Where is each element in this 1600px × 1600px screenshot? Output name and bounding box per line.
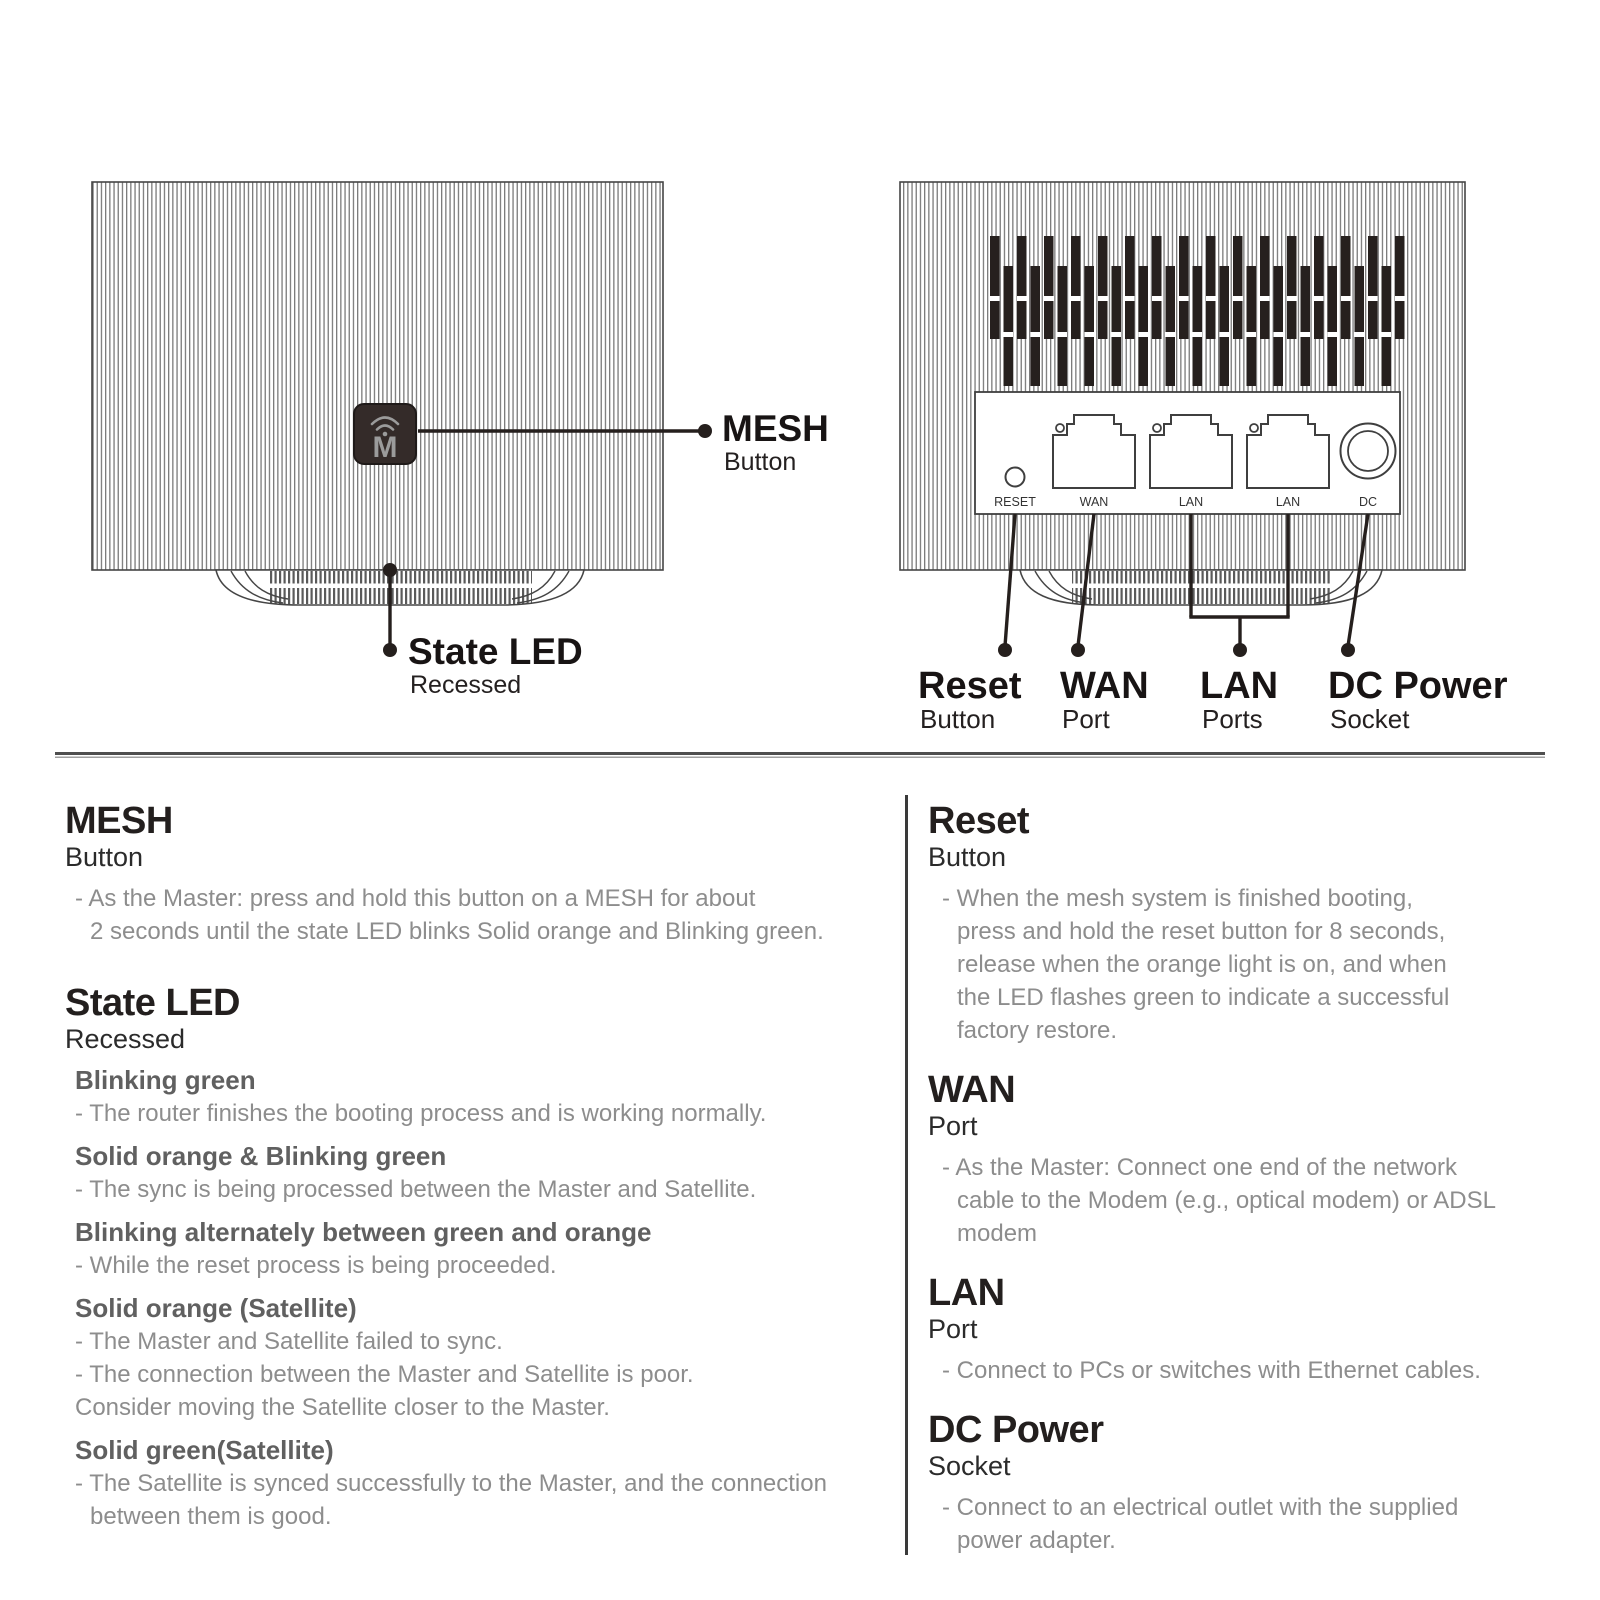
callout-dot bbox=[1233, 643, 1247, 657]
body-line: - The connection between the Master and Satellite is poor. bbox=[75, 1361, 694, 1388]
body-line: - As the Master: press and hold this button on a MESH for about bbox=[75, 885, 756, 912]
state-item bbox=[75, 1064, 895, 1130]
state-name: Blinking green bbox=[75, 1065, 256, 1095]
body-line: - The Satellite is synced successfully to the Master, and the connection bbox=[75, 1470, 827, 1497]
state-name: Solid orange (Satellite) bbox=[75, 1293, 357, 1323]
wan-section-body bbox=[928, 1151, 1528, 1250]
lan-callout-title: LAN bbox=[1200, 665, 1279, 707]
panel-label-dc: DC bbox=[1358, 495, 1378, 509]
callout-dot bbox=[1071, 643, 1085, 657]
body-line: release when the orange light is on, and when bbox=[957, 951, 1447, 978]
body-line: - While the reset process is being proceeded. bbox=[75, 1252, 557, 1279]
dc-callout-title: DC Power bbox=[1328, 665, 1508, 707]
back-callout-labels bbox=[918, 665, 1508, 734]
mesh-state-led-section bbox=[65, 800, 895, 1543]
body-line: - Connect to PCs or switches with Ethernet cables. bbox=[942, 1357, 1481, 1384]
back-foot bbox=[1020, 570, 1382, 605]
panel-label-lan1: LAN bbox=[1178, 495, 1204, 509]
body-line: - The sync is being processed between the Master and Satellite. bbox=[75, 1176, 757, 1203]
body-line: - When the mesh system is finished booting, bbox=[942, 885, 1413, 912]
callout-dot bbox=[383, 643, 397, 657]
front-body bbox=[92, 182, 663, 570]
state-name: Solid green(Satellite) bbox=[75, 1435, 334, 1465]
port-panel bbox=[975, 392, 1400, 514]
state-led-states bbox=[65, 1064, 895, 1533]
body-line: cable to the Modem (e.g., optical modem) or ADSL bbox=[957, 1187, 1496, 1214]
callout-dot bbox=[998, 643, 1012, 657]
dc-section-title: DC Power bbox=[928, 1409, 1104, 1451]
state-led-section-title: State LED bbox=[65, 982, 240, 1024]
reset-section bbox=[928, 800, 1528, 1047]
body-line: Consider moving the Satellite closer to the Master. bbox=[75, 1394, 610, 1421]
wan-section-subtitle: Port bbox=[928, 1111, 978, 1141]
mesh-callout-title: MESH bbox=[722, 408, 829, 449]
wan-section bbox=[928, 1069, 1528, 1250]
horizontal-separator bbox=[55, 752, 1545, 759]
panel-label-lan2: LAN bbox=[1275, 495, 1301, 509]
lan-callout-subtitle: Ports bbox=[1202, 704, 1263, 734]
reset-section-title: Reset bbox=[928, 800, 1029, 842]
state-led-section-subtitle: Recessed bbox=[65, 1024, 186, 1054]
body-line: power adapter. bbox=[957, 1527, 1116, 1554]
reset-button-hole bbox=[1006, 468, 1025, 487]
ports-section bbox=[928, 800, 1528, 1557]
state-item bbox=[75, 1140, 895, 1206]
mesh-section-title: MESH bbox=[65, 800, 173, 842]
wan-callout-subtitle: Port bbox=[1062, 704, 1110, 734]
body-line: between them is good. bbox=[90, 1503, 332, 1530]
dc-socket bbox=[1341, 424, 1396, 479]
body-line: factory restore. bbox=[957, 1017, 1118, 1044]
dc-callout-subtitle: Socket bbox=[1330, 704, 1410, 734]
column-divider bbox=[905, 795, 908, 1555]
body-line: - The router finishes the booting process and is working normally. bbox=[75, 1100, 767, 1127]
mesh-button-letter: M bbox=[372, 431, 398, 464]
wan-callout-title: WAN bbox=[1060, 665, 1149, 707]
body-line: - As the Master: Connect one end of the network bbox=[942, 1154, 1457, 1181]
state-name: Solid orange & Blinking green bbox=[75, 1141, 447, 1171]
lan-section-title: LAN bbox=[928, 1272, 1005, 1314]
back-view bbox=[900, 182, 1508, 734]
body-line: modem bbox=[957, 1220, 1038, 1247]
callout-dot bbox=[698, 424, 712, 438]
reset-section-body bbox=[928, 882, 1528, 1047]
mesh-callout-subtitle: Button bbox=[724, 448, 797, 476]
reset-callout-title: Reset bbox=[918, 665, 1022, 707]
mesh-section-subtitle: Button bbox=[65, 842, 144, 872]
lan-section-subtitle: Port bbox=[928, 1314, 978, 1344]
front-foot bbox=[216, 570, 584, 605]
reset-section-subtitle: Button bbox=[928, 842, 1007, 872]
dc-section-body bbox=[928, 1491, 1528, 1557]
mesh-button bbox=[354, 404, 416, 464]
dc-section-subtitle: Socket bbox=[928, 1451, 1011, 1481]
state-led-subtitle: Recessed bbox=[410, 671, 522, 699]
body-line: 2 seconds until the state LED blinks Solid orange and Blinking green. bbox=[90, 918, 824, 945]
vent-grille bbox=[988, 236, 1406, 386]
state-item bbox=[75, 1292, 895, 1424]
router-diagram bbox=[0, 0, 1600, 760]
front-view bbox=[92, 182, 829, 699]
state-name: Blinking alternately between green and orange bbox=[75, 1217, 652, 1247]
body-line: - The Master and Satellite failed to sync. bbox=[75, 1328, 503, 1355]
wan-section-title: WAN bbox=[928, 1069, 1016, 1111]
lan-section bbox=[928, 1272, 1528, 1387]
mesh-section-body bbox=[65, 882, 895, 948]
panel-label-reset: RESET bbox=[994, 495, 1036, 509]
panel-label-wan: WAN bbox=[1079, 495, 1109, 509]
state-item bbox=[75, 1434, 895, 1533]
reset-callout-subtitle: Button bbox=[920, 704, 996, 734]
state-led-title: State LED bbox=[408, 631, 583, 672]
callout-dot bbox=[1341, 643, 1355, 657]
body-line: - Connect to an electrical outlet with the supplied bbox=[942, 1494, 1459, 1521]
body-line: the LED flashes green to indicate a successful bbox=[957, 984, 1450, 1011]
body-line: press and hold the reset button for 8 seconds, bbox=[957, 918, 1446, 945]
lan-section-body bbox=[928, 1354, 1528, 1387]
state-item bbox=[75, 1216, 895, 1282]
dc-power-section bbox=[928, 1409, 1528, 1557]
